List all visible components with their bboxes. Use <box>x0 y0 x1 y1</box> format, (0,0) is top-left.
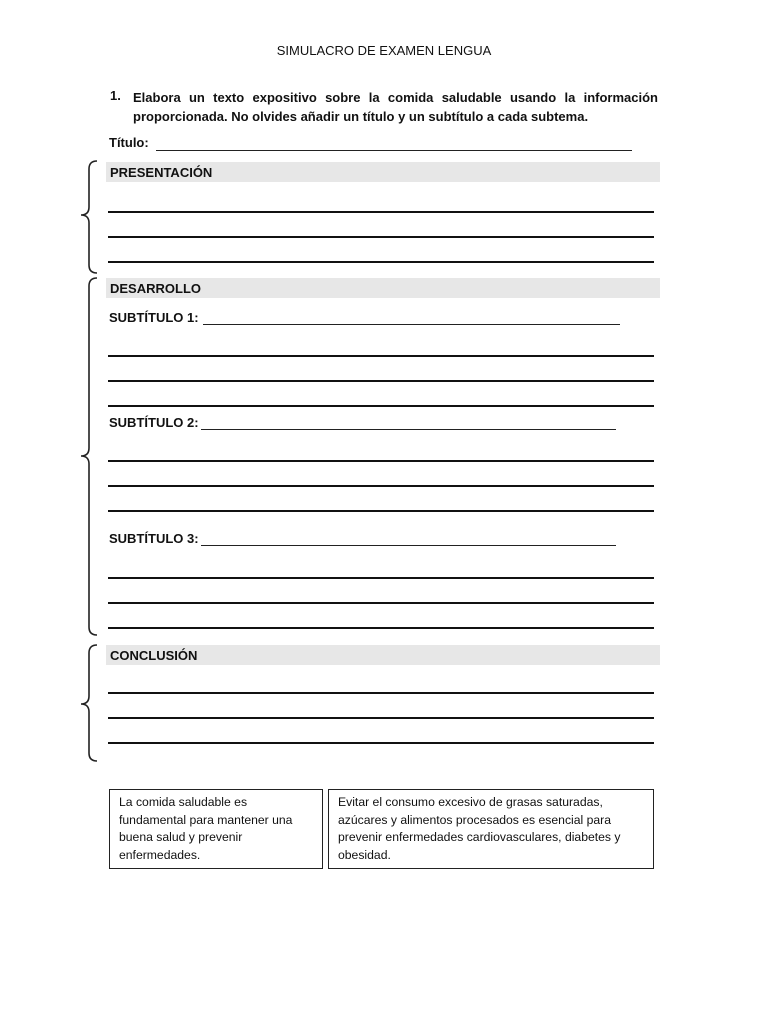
question-text: Elabora un texto expositivo sobre la comida saludable usando la información proporcionada. No olvides añadir un título y un subtítulo a cada subtema. <box>133 90 658 124</box>
title-label: Título: <box>109 135 149 150</box>
answer-line[interactable] <box>108 717 654 719</box>
section-presentacion-header <box>106 162 660 182</box>
answer-line[interactable] <box>108 355 654 357</box>
answer-line[interactable] <box>108 380 654 382</box>
brace-conclusion <box>81 645 97 761</box>
answer-line[interactable] <box>108 236 654 238</box>
brace-presentacion <box>81 161 97 273</box>
info-box: La comida saludable es fundamental para mantener una buena salud y prevenir enfermedades. <box>109 789 323 869</box>
section-presentacion-label: PRESENTACIÓN <box>110 165 213 180</box>
answer-line[interactable] <box>108 627 654 629</box>
answer-line[interactable] <box>108 261 654 263</box>
section-conclusion-label: CONCLUSIÓN <box>110 648 198 663</box>
answer-line[interactable] <box>108 485 654 487</box>
subtitle-2-label: SUBTÍTULO 2: <box>109 415 199 430</box>
brace-desarrollo <box>81 278 97 635</box>
subtitle-1-answer-line[interactable] <box>203 324 620 325</box>
subtitle-2-answer-line[interactable] <box>201 429 616 430</box>
answer-line[interactable] <box>108 602 654 604</box>
answer-line[interactable] <box>108 211 654 213</box>
answer-line[interactable] <box>108 577 654 579</box>
answer-line[interactable] <box>108 692 654 694</box>
answer-line[interactable] <box>108 742 654 744</box>
subtitle-3-answer-line[interactable] <box>201 545 616 546</box>
info-box: Evitar el consumo excesivo de grasas saturadas, azúcares y alimentos procesados es esencial para prevenir enfermedades cardiovasculares, diabetes y obesidad. <box>328 789 654 869</box>
section-conclusion-header <box>106 645 660 665</box>
page-title: SIMULACRO DE EXAMEN LENGUA <box>276 43 492 58</box>
question-number: 1. <box>110 88 121 103</box>
section-desarrollo-label: DESARROLLO <box>110 281 201 296</box>
subtitle-3-label: SUBTÍTULO 3: <box>109 531 199 546</box>
answer-line[interactable] <box>108 510 654 512</box>
section-braces <box>0 0 100 780</box>
answer-line[interactable] <box>108 405 654 407</box>
subtitle-1-label: SUBTÍTULO 1: <box>109 310 199 325</box>
title-answer-line[interactable] <box>156 150 632 151</box>
answer-line[interactable] <box>108 460 654 462</box>
section-desarrollo-header <box>106 278 660 298</box>
